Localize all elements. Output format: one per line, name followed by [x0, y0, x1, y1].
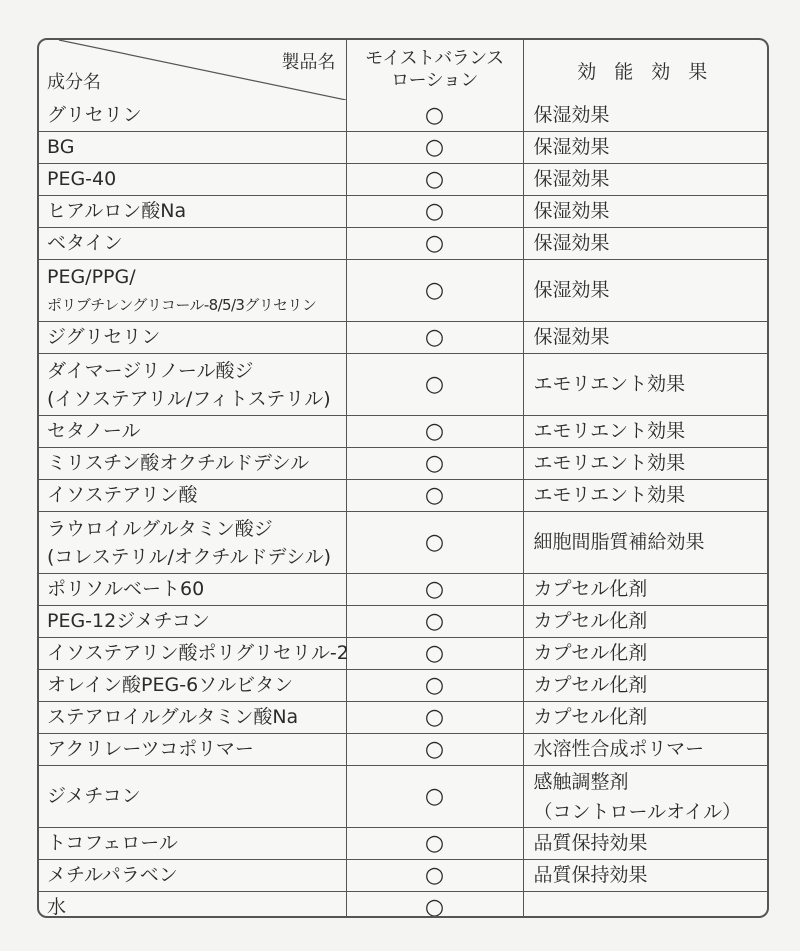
circle-mark: ○ — [424, 530, 445, 555]
effect-text: エモリエント効果 — [533, 452, 686, 474]
ingredient-name-cell — [39, 260, 346, 322]
ingredient-name-text: ジメチコン — [47, 785, 141, 807]
circle-mark: ○ — [424, 784, 445, 809]
table-row — [39, 100, 767, 132]
effect-text: カプセル化剤 — [533, 642, 648, 664]
table-row — [39, 638, 767, 670]
ingredient-name-cell — [39, 164, 346, 196]
ingredient-name-text: ポリソルベート60 — [47, 578, 205, 600]
ingredient-name-cell — [39, 196, 346, 228]
ingredient-name-text: トコフェロール — [47, 832, 178, 854]
ingredient-name-cell — [39, 100, 346, 132]
inclusion-mark-cell — [346, 448, 523, 480]
effect-text: 保湿効果 — [533, 168, 610, 190]
effect-text: エモリエント効果 — [533, 484, 686, 506]
inclusion-mark-cell — [346, 828, 523, 860]
ingredient-name-cell — [39, 860, 346, 892]
ingredient-table-frame — [37, 38, 769, 918]
effect-cell — [523, 574, 767, 606]
diagonal-header-cell — [39, 40, 346, 100]
ingredient-name-text: BG — [47, 136, 75, 158]
table-row — [39, 196, 767, 228]
effect-cell — [523, 164, 767, 196]
circle-mark: ○ — [424, 103, 445, 128]
inclusion-mark-cell — [346, 606, 523, 638]
product-name-line1: モイストバランス — [365, 48, 504, 69]
ingredient-name-text: メチルパラベン — [47, 864, 178, 886]
product-name-line2: ローション — [391, 70, 478, 91]
ingredient-name-text: ステアロイルグルタミン酸Na — [47, 706, 299, 728]
inclusion-mark-cell — [346, 480, 523, 512]
table-row — [39, 702, 767, 734]
table-row — [39, 606, 767, 638]
inclusion-mark-cell — [346, 892, 523, 919]
ingredient-name-text: オレイン酸PEG-6ソルビタン — [47, 674, 294, 696]
effect-text: 保湿効果 — [533, 232, 610, 254]
effect-cell — [523, 892, 767, 919]
circle-mark: ○ — [424, 577, 445, 602]
effect-text: （コントロールオイル） — [533, 800, 742, 823]
effect-cell — [523, 260, 767, 322]
table-row — [39, 354, 767, 416]
circle-mark: ○ — [424, 325, 445, 350]
effect-cell — [523, 416, 767, 448]
effect-cell — [523, 766, 767, 828]
ingredient-name-cell — [39, 734, 346, 766]
inclusion-mark-cell — [346, 132, 523, 164]
circle-mark: ○ — [424, 419, 445, 444]
ingredient-name-text: (コレステリル/オクチルドデシル) — [47, 545, 332, 568]
ingredient-name-text: ベタイン — [47, 232, 123, 254]
inclusion-mark-cell — [346, 228, 523, 260]
table-row — [39, 574, 767, 606]
effect-text: 感触調整剤 — [533, 770, 629, 793]
circle-mark: ○ — [424, 895, 445, 918]
table-row — [39, 828, 767, 860]
effect-cell — [523, 100, 767, 132]
effect-cell — [523, 448, 767, 480]
ingredient-name-text: セタノール — [47, 420, 141, 442]
ingredient-name-cell — [39, 512, 346, 574]
effect-text: カプセル化剤 — [533, 578, 648, 600]
inclusion-mark-cell — [346, 354, 523, 416]
ingredient-name-cell — [39, 228, 346, 260]
table-row — [39, 260, 767, 322]
effect-cell — [523, 322, 767, 354]
ingredient-name-text: PEG/PPG/ — [47, 265, 136, 288]
ingredient-name-text: ラウロイルグルタミン酸ジ — [47, 517, 273, 540]
effect-text: カプセル化剤 — [533, 706, 648, 728]
inclusion-mark-cell — [346, 766, 523, 828]
circle-mark: ○ — [424, 863, 445, 888]
ingredient-name-cell — [39, 638, 349, 670]
circle-mark: ○ — [424, 231, 445, 256]
circle-mark: ○ — [424, 641, 445, 666]
effect-cell — [523, 606, 767, 638]
ingredient-name-cell — [39, 448, 346, 480]
effect-cell — [523, 354, 767, 416]
effect-cell — [523, 196, 767, 228]
ingredient-name-cell — [39, 416, 346, 448]
effect-cell — [523, 512, 767, 574]
circle-mark: ○ — [424, 673, 445, 698]
table-row — [39, 228, 767, 260]
inclusion-mark-cell — [346, 322, 523, 354]
product-column-header — [346, 40, 523, 100]
ingredient-name-text: ジグリセリン — [47, 326, 161, 348]
effect-text: 保湿効果 — [533, 326, 610, 348]
ingredient-name-label: 成分名 — [47, 72, 101, 93]
ingredient-name-cell — [39, 766, 346, 828]
circle-mark: ○ — [424, 135, 445, 160]
table-row — [39, 164, 767, 196]
table-row — [39, 322, 767, 354]
effect-text: 品質保持効果 — [533, 864, 648, 886]
ingredient-name-cell — [39, 322, 346, 354]
effect-text: 保湿効果 — [533, 200, 610, 222]
effect-text: 保湿効果 — [533, 279, 610, 301]
ingredient-name-text: PEG-40 — [47, 168, 117, 190]
table-row — [39, 766, 767, 828]
ingredient-name-text: ヒアルロン酸Na — [47, 200, 187, 222]
circle-mark: ○ — [424, 451, 445, 476]
table-row — [39, 448, 767, 480]
effect-text: カプセル化剤 — [533, 610, 648, 632]
ingredient-name-text: (イソステアリル/フィトステリル) — [47, 387, 331, 410]
inclusion-mark-cell — [346, 638, 523, 670]
ingredient-name-cell — [39, 828, 346, 860]
ingredient-name-cell — [39, 132, 346, 164]
table-row — [39, 480, 767, 512]
table-row — [39, 892, 767, 919]
effect-cell — [523, 702, 767, 734]
ingredient-name-text: イソステアリン酸ポリグリセリル-2 — [47, 642, 349, 664]
inclusion-mark-cell — [346, 702, 523, 734]
effect-text: エモリエント効果 — [533, 420, 686, 442]
ingredient-name-text: アクリレーツコポリマー — [47, 738, 254, 760]
table-header-row — [39, 40, 767, 100]
inclusion-mark-cell — [346, 164, 523, 196]
ingredient-name-text: ダイマージリノール酸ジ — [47, 359, 254, 382]
ingredient-name-text: イソステアリン酸 — [47, 484, 198, 506]
circle-mark: ○ — [424, 278, 445, 303]
ingredient-name-text: ミリスチン酸オクチルドデシル — [47, 452, 310, 474]
effect-text: エモリエント効果 — [533, 373, 686, 395]
inclusion-mark-cell — [346, 196, 523, 228]
effect-cell — [523, 638, 767, 670]
effect-cell — [523, 480, 767, 512]
ingredient-name-cell — [39, 670, 346, 702]
ingredient-name-cell — [39, 480, 346, 512]
ingredient-rows — [39, 100, 767, 918]
circle-mark: ○ — [424, 831, 445, 856]
table-row — [39, 416, 767, 448]
effect-cell — [523, 860, 767, 892]
circle-mark: ○ — [424, 199, 445, 224]
effect-text: 保湿効果 — [533, 136, 610, 158]
table-row — [39, 512, 767, 574]
circle-mark: ○ — [424, 483, 445, 508]
table-row — [39, 132, 767, 164]
effect-text: 保湿効果 — [533, 104, 610, 126]
circle-mark: ○ — [424, 372, 445, 397]
effect-cell — [523, 228, 767, 260]
effect-cell — [523, 670, 767, 702]
inclusion-mark-cell — [346, 100, 523, 132]
ingredient-table — [39, 40, 767, 918]
table-row — [39, 734, 767, 766]
effect-cell — [523, 828, 767, 860]
ingredient-name-cell — [39, 574, 346, 606]
inclusion-mark-cell — [346, 416, 523, 448]
effect-text: 水溶性合成ポリマー — [533, 738, 705, 760]
inclusion-mark-cell — [346, 734, 523, 766]
inclusion-mark-cell — [346, 860, 523, 892]
inclusion-mark-cell — [346, 670, 523, 702]
circle-mark: ○ — [424, 609, 445, 634]
circle-mark: ○ — [424, 167, 445, 192]
ingredient-name-text: ポリブチレングリコール-8/5/3グリセリン — [47, 295, 317, 314]
ingredient-name-cell — [39, 702, 346, 734]
effect-text: カプセル化剤 — [533, 674, 648, 696]
ingredient-name-text: PEG-12ジメチコン — [47, 610, 210, 632]
circle-mark: ○ — [424, 737, 445, 762]
effect-cell — [523, 734, 767, 766]
ingredient-name-cell — [39, 354, 346, 416]
ingredient-name-cell — [39, 606, 346, 638]
effect-column-header: 効 能 効 果 — [523, 40, 767, 100]
effect-text: 細胞間脂質補給効果 — [533, 531, 705, 553]
inclusion-mark-cell — [346, 574, 523, 606]
inclusion-mark-cell — [346, 512, 523, 574]
product-name-label: 製品名 — [281, 52, 336, 73]
inclusion-mark-cell — [346, 260, 523, 322]
table-row — [39, 860, 767, 892]
ingredient-name-text: 水 — [47, 896, 67, 918]
effect-text: 品質保持効果 — [533, 832, 648, 854]
circle-mark: ○ — [424, 705, 445, 730]
effect-cell — [523, 132, 767, 164]
ingredient-name-cell — [39, 892, 346, 919]
table-row — [39, 670, 767, 702]
ingredient-name-text: グリセリン — [47, 104, 142, 126]
